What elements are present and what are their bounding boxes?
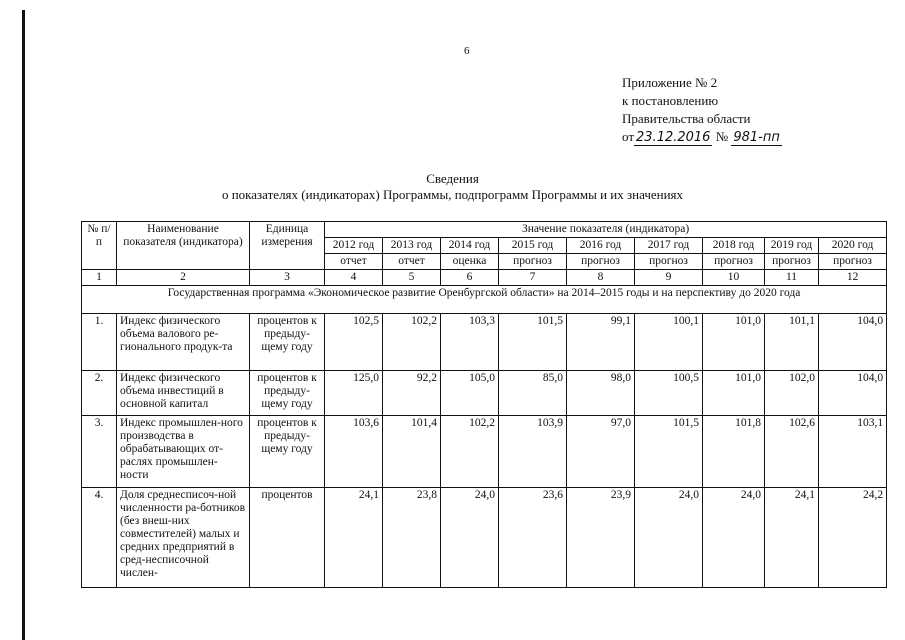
handwritten-number: 981-пп bbox=[733, 130, 780, 145]
indicator-value: 24,2 bbox=[819, 488, 887, 588]
indicator-value: 101,0 bbox=[703, 371, 765, 416]
indicator-value: 23,6 bbox=[499, 488, 567, 588]
indicator-value: 24,1 bbox=[325, 488, 383, 588]
header-year: 2020 год bbox=[819, 238, 887, 254]
header-unit: Единица измерения bbox=[250, 222, 325, 270]
page-binding-edge bbox=[22, 10, 25, 640]
indicator-value: 23,9 bbox=[567, 488, 635, 588]
handwritten-date: 23.12.2016 bbox=[636, 130, 711, 145]
header-year: 2013 год bbox=[383, 238, 441, 254]
row-number: 3. bbox=[82, 416, 117, 488]
indicator-value: 104,0 bbox=[819, 314, 887, 371]
table-row bbox=[82, 416, 887, 488]
indicator-value: 24,0 bbox=[703, 488, 765, 588]
indicator-value: 102,2 bbox=[441, 416, 499, 488]
column-number: 9 bbox=[635, 270, 703, 286]
column-number: 6 bbox=[441, 270, 499, 286]
indicator-value: 102,2 bbox=[383, 314, 441, 371]
indicators-table bbox=[81, 221, 887, 588]
indicator-value: 103,6 bbox=[325, 416, 383, 488]
header-year: 2015 год bbox=[499, 238, 567, 254]
indicator-value: 101,1 bbox=[765, 314, 819, 371]
header-year: 2012 год bbox=[325, 238, 383, 254]
appendix-line-2: к постановлению bbox=[622, 93, 719, 108]
header-type: прогноз bbox=[567, 254, 635, 270]
column-number: 1 bbox=[82, 270, 117, 286]
indicator-value: 101,0 bbox=[703, 314, 765, 371]
column-number: 2 bbox=[117, 270, 250, 286]
indicator-unit: процентов к предыду-щему году bbox=[250, 314, 325, 371]
header-type: оценка bbox=[441, 254, 499, 270]
appendix-date-line bbox=[622, 128, 782, 147]
appendix-line-1: Приложение № 2 bbox=[622, 75, 718, 90]
header-type: прогноз bbox=[765, 254, 819, 270]
indicator-value: 92,2 bbox=[383, 371, 441, 416]
appendix-line-3: Правительства области bbox=[622, 111, 751, 126]
indicator-value: 125,0 bbox=[325, 371, 383, 416]
indicator-value: 24,0 bbox=[635, 488, 703, 588]
header-type: прогноз bbox=[819, 254, 887, 270]
header-type: прогноз bbox=[499, 254, 567, 270]
table-row bbox=[82, 488, 887, 588]
column-number: 3 bbox=[250, 270, 325, 286]
indicator-value: 101,4 bbox=[383, 416, 441, 488]
indicator-value: 98,0 bbox=[567, 371, 635, 416]
column-numbers-row bbox=[82, 270, 887, 286]
header-name: Наименование показателя (индикатора) bbox=[117, 222, 250, 270]
indicator-value: 102,6 bbox=[765, 416, 819, 488]
header-year: 2014 год bbox=[441, 238, 499, 254]
header-type: прогноз bbox=[703, 254, 765, 270]
indicator-value: 102,5 bbox=[325, 314, 383, 371]
indicator-value: 103,9 bbox=[499, 416, 567, 488]
indicator-value: 99,1 bbox=[567, 314, 635, 371]
indicator-value: 100,1 bbox=[635, 314, 703, 371]
program-row bbox=[82, 286, 887, 314]
header-values-group: Значение показателя (индикатора) bbox=[325, 222, 887, 238]
indicator-value: 101,5 bbox=[635, 416, 703, 488]
indicator-name: Доля среднесписоч-ной численности ра-ботников (без внеш-них совместителей) малых и средних предприятий в сред-несписочной числен- bbox=[117, 488, 250, 588]
header-year: 2019 год bbox=[765, 238, 819, 254]
column-number: 11 bbox=[765, 270, 819, 286]
page-number: 6 bbox=[464, 45, 470, 57]
indicator-value: 102,0 bbox=[765, 371, 819, 416]
indicator-name: Индекс физического объема валового ре-гионального продук-та bbox=[117, 314, 250, 371]
indicator-unit: процентов к предыду-щему году bbox=[250, 371, 325, 416]
header-type: отчет bbox=[325, 254, 383, 270]
header-row-1 bbox=[82, 222, 887, 238]
header-type: отчет bbox=[383, 254, 441, 270]
document-subtitle: о показателях (индикаторах) Программы, подпрограмм Программы и их значениях bbox=[221, 187, 684, 202]
table-row bbox=[82, 371, 887, 416]
table-row bbox=[82, 314, 887, 371]
indicator-value: 101,8 bbox=[703, 416, 765, 488]
indicator-value: 24,0 bbox=[441, 488, 499, 588]
row-number: 1. bbox=[82, 314, 117, 371]
header-year: 2017 год bbox=[635, 238, 703, 254]
appendix-block bbox=[622, 74, 782, 147]
document-title: Сведения bbox=[426, 171, 479, 186]
column-number: 4 bbox=[325, 270, 383, 286]
indicator-value: 85,0 bbox=[499, 371, 567, 416]
indicator-value: 100,5 bbox=[635, 371, 703, 416]
indicator-name: Индекс промышлен-ного производства в обрабатывающих от-раслях промышлен-ности bbox=[117, 416, 250, 488]
header-num: № п/п bbox=[82, 222, 117, 270]
indicator-unit: процентов к предыду-щему году bbox=[250, 416, 325, 488]
date-prefix: от bbox=[622, 129, 635, 144]
indicator-value: 97,0 bbox=[567, 416, 635, 488]
header-type: прогноз bbox=[635, 254, 703, 270]
column-number: 5 bbox=[383, 270, 441, 286]
indicator-value: 104,0 bbox=[819, 371, 887, 416]
column-number: 7 bbox=[499, 270, 567, 286]
indicator-value: 101,5 bbox=[499, 314, 567, 371]
row-number: 2. bbox=[82, 371, 117, 416]
indicator-value: 23,8 bbox=[383, 488, 441, 588]
indicator-name: Индекс физического объема инвестиций в основной капитал bbox=[117, 371, 250, 416]
indicator-value: 103,1 bbox=[819, 416, 887, 488]
header-year: 2018 год bbox=[703, 238, 765, 254]
indicator-unit: процентов bbox=[250, 488, 325, 588]
column-number: 12 bbox=[819, 270, 887, 286]
indicator-value: 105,0 bbox=[441, 371, 499, 416]
row-number: 4. bbox=[82, 488, 117, 588]
program-title: Государственная программа «Экономическое развитие Оренбургской области» на 2014–2015 годы и на перспективу до 2020 года bbox=[82, 286, 887, 314]
column-number: 10 bbox=[703, 270, 765, 286]
number-prefix: № bbox=[715, 129, 729, 144]
column-number: 8 bbox=[567, 270, 635, 286]
indicator-value: 24,1 bbox=[765, 488, 819, 588]
indicator-value: 103,3 bbox=[441, 314, 499, 371]
header-year: 2016 год bbox=[567, 238, 635, 254]
